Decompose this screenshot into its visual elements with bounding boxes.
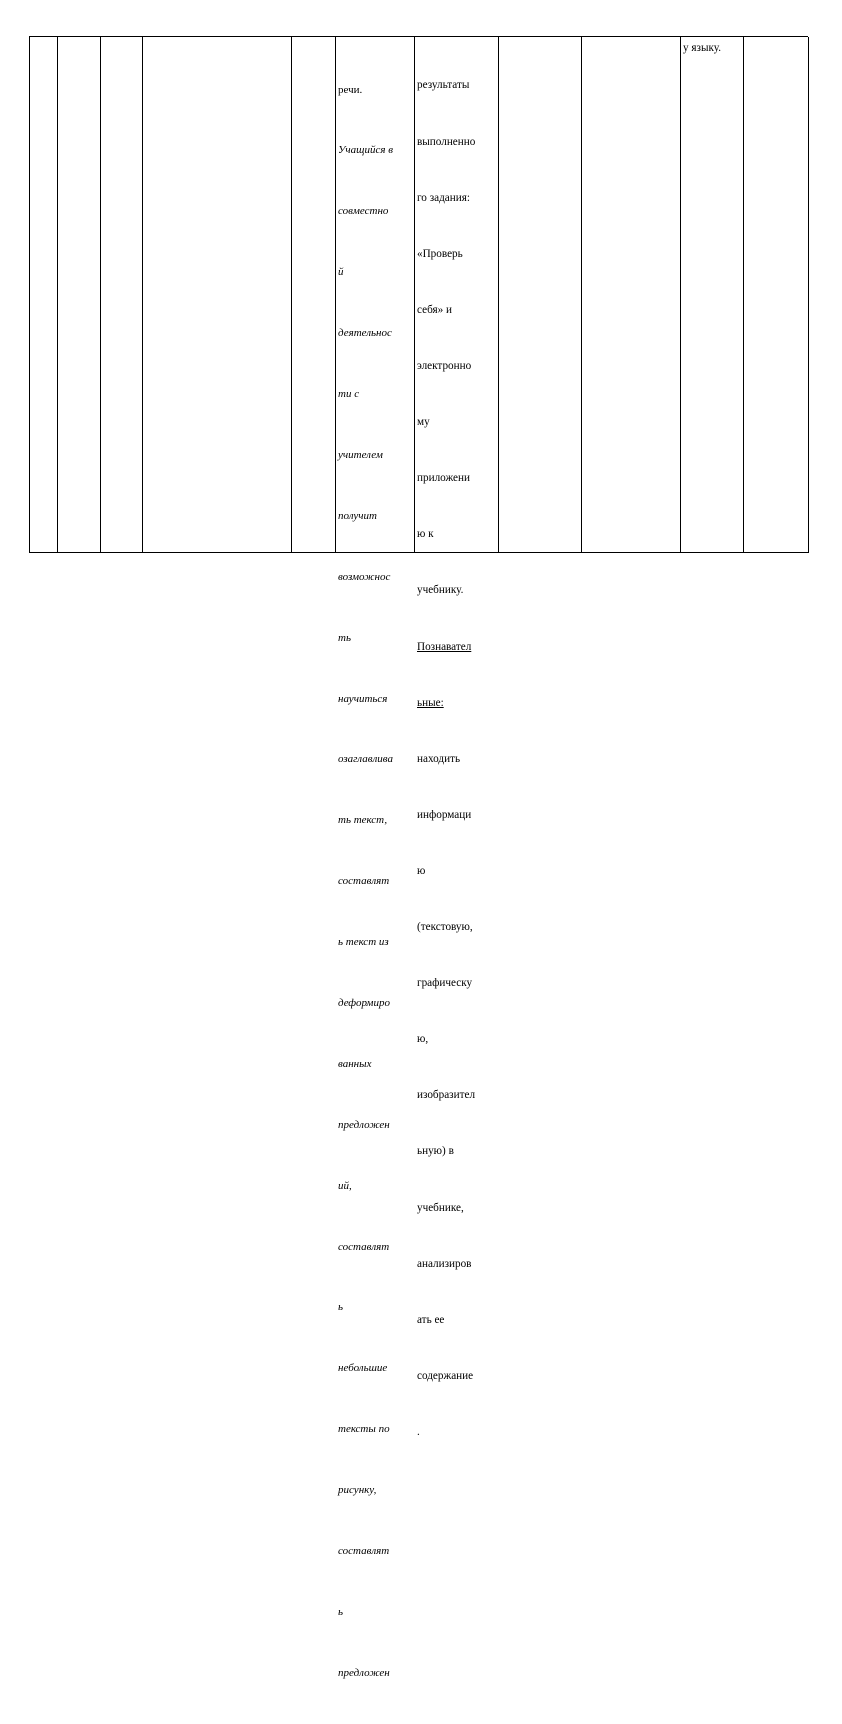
table-column-9 xyxy=(581,37,681,553)
col11-text: у языку. xyxy=(683,42,722,54)
text-line: информаци xyxy=(417,808,472,821)
text-line: ь xyxy=(338,1301,344,1314)
text-line: тексты по xyxy=(338,1423,390,1436)
text-line: учителем xyxy=(338,448,383,461)
table-column-11 xyxy=(743,37,809,553)
text-line: речи. xyxy=(338,83,363,96)
table-column-1 xyxy=(30,37,58,553)
text-line: учебнику. xyxy=(417,584,464,597)
text-line: Учащийся в xyxy=(338,144,393,157)
text-line: электронно xyxy=(417,359,472,372)
text-line: ать ее xyxy=(417,1313,445,1326)
text-line: ьную) в xyxy=(417,1145,454,1158)
table-column-3 xyxy=(100,37,143,553)
lesson-plan-table xyxy=(29,36,808,1679)
text-line: ванных xyxy=(338,1057,372,1070)
text-line: предложен xyxy=(338,1118,390,1131)
text-line: озаглавлива xyxy=(338,753,393,766)
text-line: ти с xyxy=(338,388,360,401)
text-line: ь текст из xyxy=(338,936,389,949)
text-line: анализиров xyxy=(417,1257,472,1270)
text-line: выполненно xyxy=(417,135,476,148)
text-line: предложен xyxy=(338,1666,390,1679)
text-line: научиться xyxy=(338,692,388,705)
text-line: небольшие xyxy=(338,1362,388,1375)
text-line: ю, xyxy=(417,1033,429,1046)
text-line: совместно xyxy=(338,205,389,218)
text-line: ь xyxy=(338,1605,344,1618)
text-line: графическу xyxy=(417,977,473,990)
table-column-2 xyxy=(57,37,101,553)
text-line: ть xyxy=(338,631,351,644)
text-line: го задания: xyxy=(417,191,470,204)
text-line: . xyxy=(417,1426,420,1439)
col7-text xyxy=(338,39,412,1724)
table-column-8 xyxy=(498,37,582,553)
text-line: (текстовую, xyxy=(417,921,473,934)
text-line: ю xyxy=(417,864,426,877)
text-line: учебнике, xyxy=(417,1201,464,1214)
text-line: ю к xyxy=(417,528,434,541)
text-line: ий, xyxy=(338,1179,352,1192)
table-column-10 xyxy=(680,37,744,553)
text-line: приложени xyxy=(417,472,470,485)
text-line: составлят xyxy=(338,1544,390,1557)
text-line: результаты xyxy=(417,79,470,92)
col8-text xyxy=(417,39,496,1479)
text-line: изобразител xyxy=(417,1089,476,1102)
text-line: содержание xyxy=(417,1369,474,1382)
text-line: й xyxy=(338,266,344,279)
text-line: возможнос xyxy=(338,570,391,583)
text-line: составлят xyxy=(338,875,390,888)
table-column-5 xyxy=(291,37,336,553)
text-line: «Проверь xyxy=(417,247,463,260)
text-line: Познавател xyxy=(417,640,472,653)
text-line: деформиро xyxy=(338,996,390,1009)
text-line: составлят xyxy=(338,1240,390,1253)
text-line: ьные: xyxy=(417,696,444,709)
text-line: рисунку, xyxy=(338,1484,377,1497)
table-column-7 xyxy=(414,37,499,1439)
table-column-4 xyxy=(142,37,292,553)
table-column-6 xyxy=(335,37,415,1679)
text-line: деятельнос xyxy=(338,327,392,340)
text-line: му xyxy=(417,416,430,429)
text-line: ть текст, xyxy=(338,814,388,827)
text-line: получит xyxy=(338,509,377,522)
text-line: находить xyxy=(417,752,461,765)
text-line: себя» и xyxy=(417,303,453,316)
